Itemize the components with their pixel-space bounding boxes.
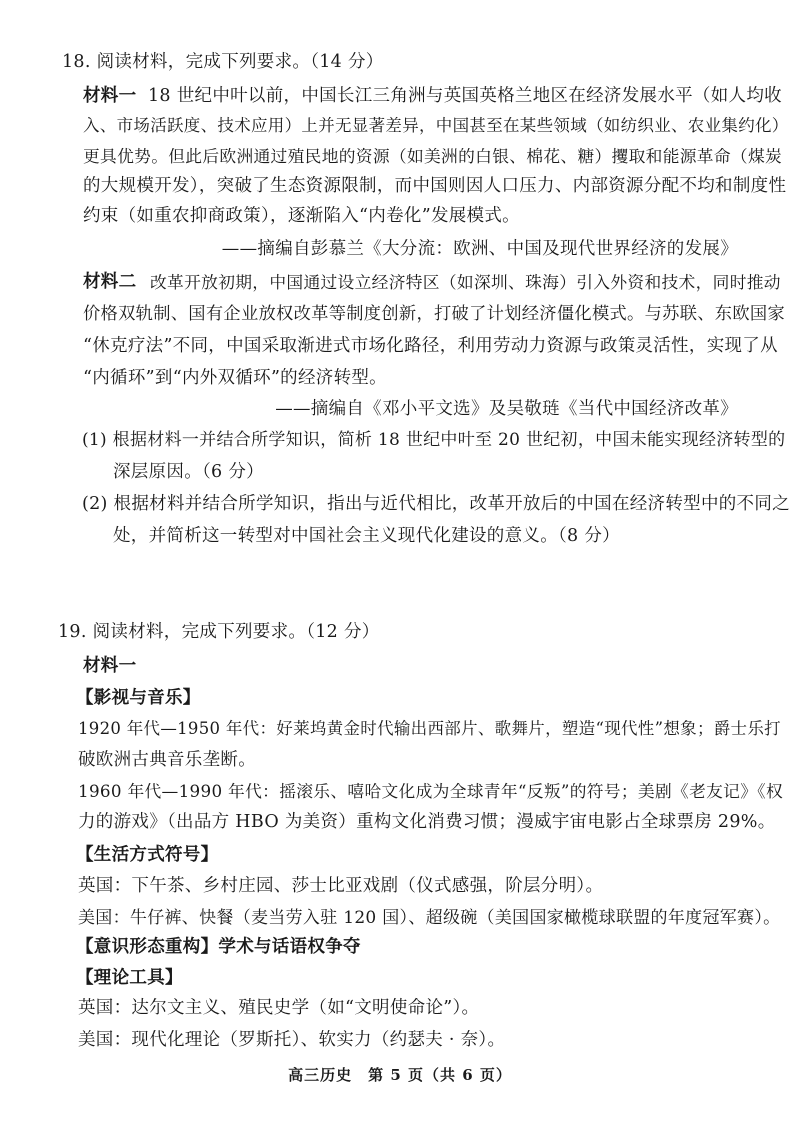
q19-lifestyle-line: 英国：下午茶、乡村庄园、莎士比亚戏剧（仪式感强，阶层分明）。 xyxy=(78,876,604,896)
q19-film-line: 1920 年代—1950 年代：好莱坞黄金时代输出西部片、歌舞片，塑造“现代性”想象；爵士乐打 xyxy=(78,719,781,738)
q18-material1-line: 约束（如重农抑商政策），逐渐陷入“内卷化”发展模式。 xyxy=(83,206,520,226)
q19-heading: 19. 阅读材料，完成下列要求。（12 分） xyxy=(58,622,380,642)
q19-lifestyle-line: 美国：牛仔裤、快餐（麦当劳入驻 120 国）、超级碗（美国国家橄榄球联盟的年度冠军赛）。 xyxy=(78,908,781,928)
q18-material1-line: 更具优势。但此后欧洲通过殖民地的资源（如美洲的白银、棉花、糖）攫取和能源革命（煤炭 xyxy=(83,146,783,166)
q18-material2-line: “休克疗法”不同，中国采取渐进式市场化路径，利用劳动力资源与政策灵活性，实现了从 xyxy=(83,336,778,356)
q19-film-line: 破欧洲古典音乐垄断。 xyxy=(78,750,256,770)
q19-section-film-music: 【影视与音乐】 xyxy=(76,688,201,708)
q19-theory-line: 英国：达尔文主义、殖民史学（如“文明使命论”）。 xyxy=(78,998,480,1018)
q18-material2-source: ——摘编自《邓小平文选》及吴敬琏《当代中国经济改革》 xyxy=(275,399,738,419)
page-footer: 高三历史 第 5 页（共 6 页） xyxy=(288,1066,512,1084)
q18-material2-line: “内循环”到“内外双循环”的经济转型。 xyxy=(83,368,387,388)
q19-section-theory: 【理论工具】 xyxy=(76,968,183,988)
q18-subquestion-1-cont: 深层原因。（6 分） xyxy=(113,462,264,482)
q18-material1-source: ——摘编自彭慕兰《大分流：欧洲、中国及现代世界经济的发展》 xyxy=(221,239,738,259)
q18-material1-line: 18 世纪中叶以前，中国长江三角洲与英国英格兰地区在经济发展水平（如人均收 xyxy=(148,86,782,106)
q18-material2-label: 材料二 xyxy=(83,272,137,292)
q18-heading: 18. 阅读材料，完成下列要求。（14 分） xyxy=(62,52,384,72)
q18-subquestion-2-cont: 处，并简析这一转型对中国社会主义现代化建设的意义。（8 分） xyxy=(113,526,620,546)
q18-subquestion-1: (1) 根据材料一并结合所学知识，简析 18 世纪中叶至 20 世纪初，中国未能实现经济转型的 xyxy=(82,430,786,450)
q19-film-line: 1960 年代—1990 年代：摇滚乐、嘻哈文化成为全球青年“反叛”的符号；美剧《老友记》《权 xyxy=(78,781,784,801)
q18-material1-label: 材料一 xyxy=(83,86,137,106)
q18-material2-line: 价格双轨制、国有企业放权改革等制度创新，打破了计划经济僵化模式。与苏联、东欧国家 xyxy=(83,304,786,324)
q18-material2-line: 改革开放初期，中国通过设立经济特区（如深圳、珠海）引入外资和技术，同时推动 xyxy=(150,272,781,292)
q18-material1-line: 的大规模开发），突破了生态资源限制，而中国则因人口压力、内部资源分配不均和制度性 xyxy=(83,176,787,196)
q19-section-ideology: 【意识形态重构】学术与话语权争夺 xyxy=(76,937,361,957)
q19-film-line: 力的游戏》（出品方 HBO 为美资）重构文化消费习惯；漫威宇宙电影占全球票房 29%。 xyxy=(78,812,776,832)
q18-material1-line: 入、市场活跃度、技术应用）上并无显著差异，中国甚至在某些领域（如纺织业、农业集约化） xyxy=(83,116,789,135)
q19-theory-line: 美国：现代化理论（罗斯托）、软实力（约瑟夫 · 奈）。 xyxy=(78,1030,506,1050)
q18-subquestion-2: (2) 根据材料并结合所学知识，指出与近代相比，改革开放后的中国在经济转型中的不同之 xyxy=(82,494,790,514)
q19-section-lifestyle: 【生活方式符号】 xyxy=(76,845,219,865)
q19-material1-label: 材料一 xyxy=(83,656,137,676)
